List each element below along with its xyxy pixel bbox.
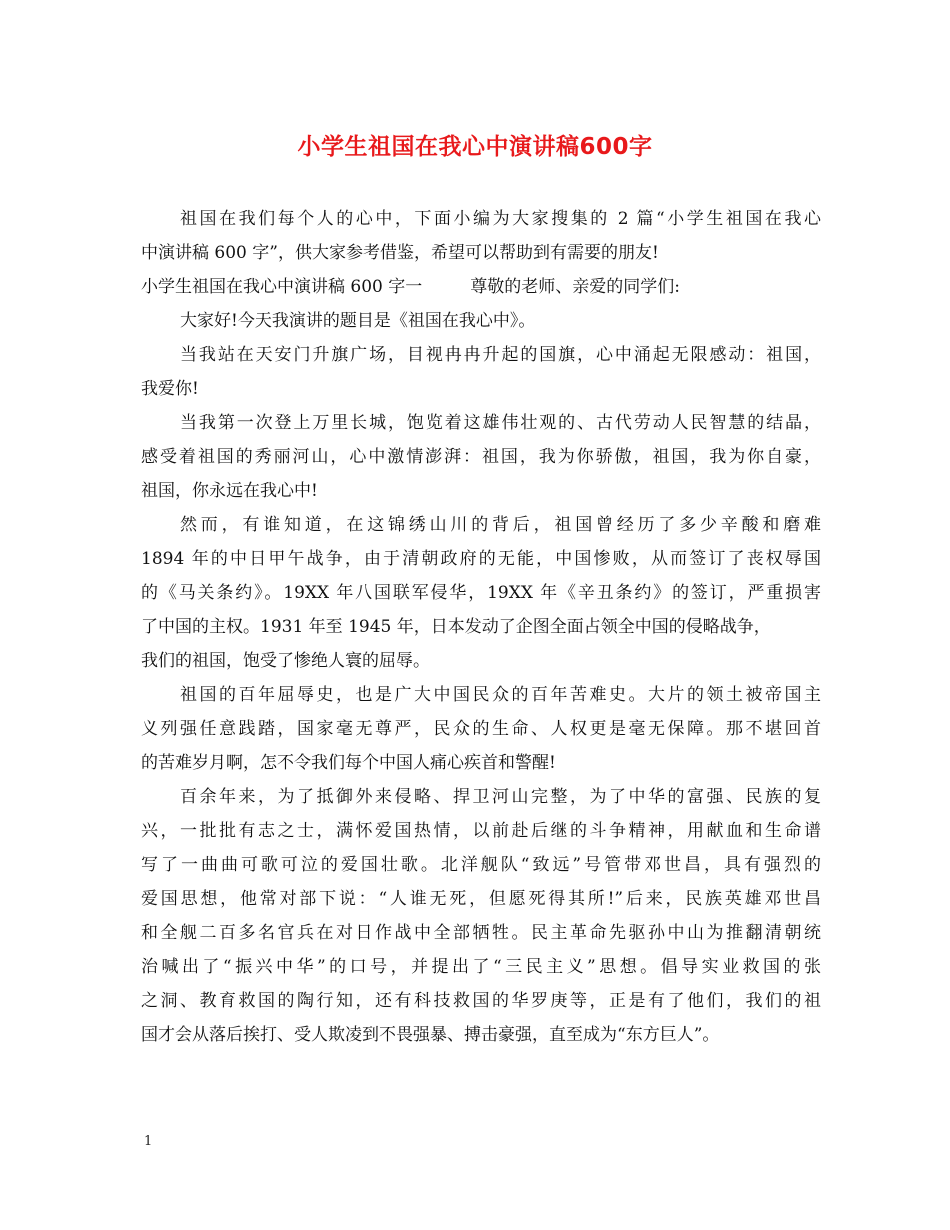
paragraph-line: 爱国思想，他常对部下说：“人谁无死，但愿死得其所!”后来，民族英雄邓世昌 xyxy=(141,889,821,909)
paragraph-line: 百余年来，为了抵御外来侵略、捍卫河山完整，为了中华的富强、民族的复 xyxy=(180,787,821,807)
paragraph-line: 感受着祖国的秀丽河山，心中激情澎湃：祖国，我为你骄傲，祖国，我为你自豪， xyxy=(141,447,821,467)
section-heading: 小学生祖国在我心中演讲稿 600 字一 xyxy=(141,277,423,297)
paragraph-line: 的苦难岁月啊，怎不令我们每个中国人痛心疾首和警醒! xyxy=(141,753,556,773)
paragraph-line: 了中国的主权。1931 年至 1945 年，日本发动了企图全面占领全中国的侵略战争， xyxy=(141,617,771,637)
page-number: 1 xyxy=(144,1134,153,1149)
paragraph-line xyxy=(141,270,821,304)
paragraph-line: 1894 年的中日甲午战争，由于清朝政府的无能，中国惨败，从而签订了丧权辱国 xyxy=(141,549,821,569)
paragraph-line: 写了一曲曲可歌可泣的爱国壮歌。北洋舰队“致远”号管带邓世昌，具有强烈的 xyxy=(141,855,821,875)
paragraph-line: 我们的祖国，饱受了惨绝人寰的屈辱。 xyxy=(141,651,430,671)
paragraph-line: 祖国的百年屈辱史，也是广大中国民众的百年苦难史。大片的领土被帝国主 xyxy=(180,685,821,705)
paragraph-line: 中演讲稿 600 字”，供大家参考借鉴，希望可以帮助到有需要的朋友! xyxy=(141,243,659,263)
paragraph-line: 当我站在天安门升旗广场，目视冉冉升起的国旗，心中涌起无限感动：祖国， xyxy=(180,345,821,365)
paragraph-line: 我爱你! xyxy=(141,379,199,399)
paragraph-line: 的《马关条约》。19XX 年八国联军侵华，19XX 年《辛丑条约》的签订，严重损害 xyxy=(141,583,821,603)
paragraph-line: 国才会从落后挨打、受人欺凌到不畏强暴、搏击豪强，直至成为“东方巨人”。 xyxy=(141,1025,720,1045)
document-title: 小学生祖国在我心中演讲稿600字 xyxy=(297,134,653,160)
paragraph-line: 然而，有谁知道，在这锦绣山川的背后，祖国曾经历了多少辛酸和磨难 xyxy=(180,515,821,535)
paragraph-line: 当我第一次登上万里长城，饱览着这雄伟壮观的、古代劳动人民智慧的结晶， xyxy=(180,413,821,433)
paragraph-line: 祖国，你永远在我心中! xyxy=(141,481,318,501)
paragraph-line: 祖国在我们每个人的心中，下面小编为大家搜集的 2 篇“小学生祖国在我心 xyxy=(180,209,821,229)
paragraph-line: 兴，一批批有志之士，满怀爱国热情，以前赴后继的斗争精神，用献血和生命谱 xyxy=(141,821,821,841)
paragraph-line: 治喊出了“振兴中华”的口号，并提出了“三民主义”思想。倡导实业救国的张 xyxy=(141,957,821,977)
salutation: 尊敬的老师、亲爱的同学们: xyxy=(470,277,680,297)
paragraph-line: 和全舰二百多名官兵在对日作战中全部牺牲。民主革命先驱孙中山为推翻清朝统 xyxy=(141,923,821,943)
paragraph-line: 大家好!今天我演讲的题目是《祖国在我心中》。 xyxy=(180,311,536,331)
paragraph-line: 义列强任意践踏，国家毫无尊严，民众的生命、人权更是毫无保障。那不堪回首 xyxy=(141,719,821,739)
paragraph-line: 之洞、教育救国的陶行知，还有科技救国的华罗庚等，正是有了他们，我们的祖 xyxy=(141,991,821,1011)
document-body xyxy=(141,202,821,1052)
